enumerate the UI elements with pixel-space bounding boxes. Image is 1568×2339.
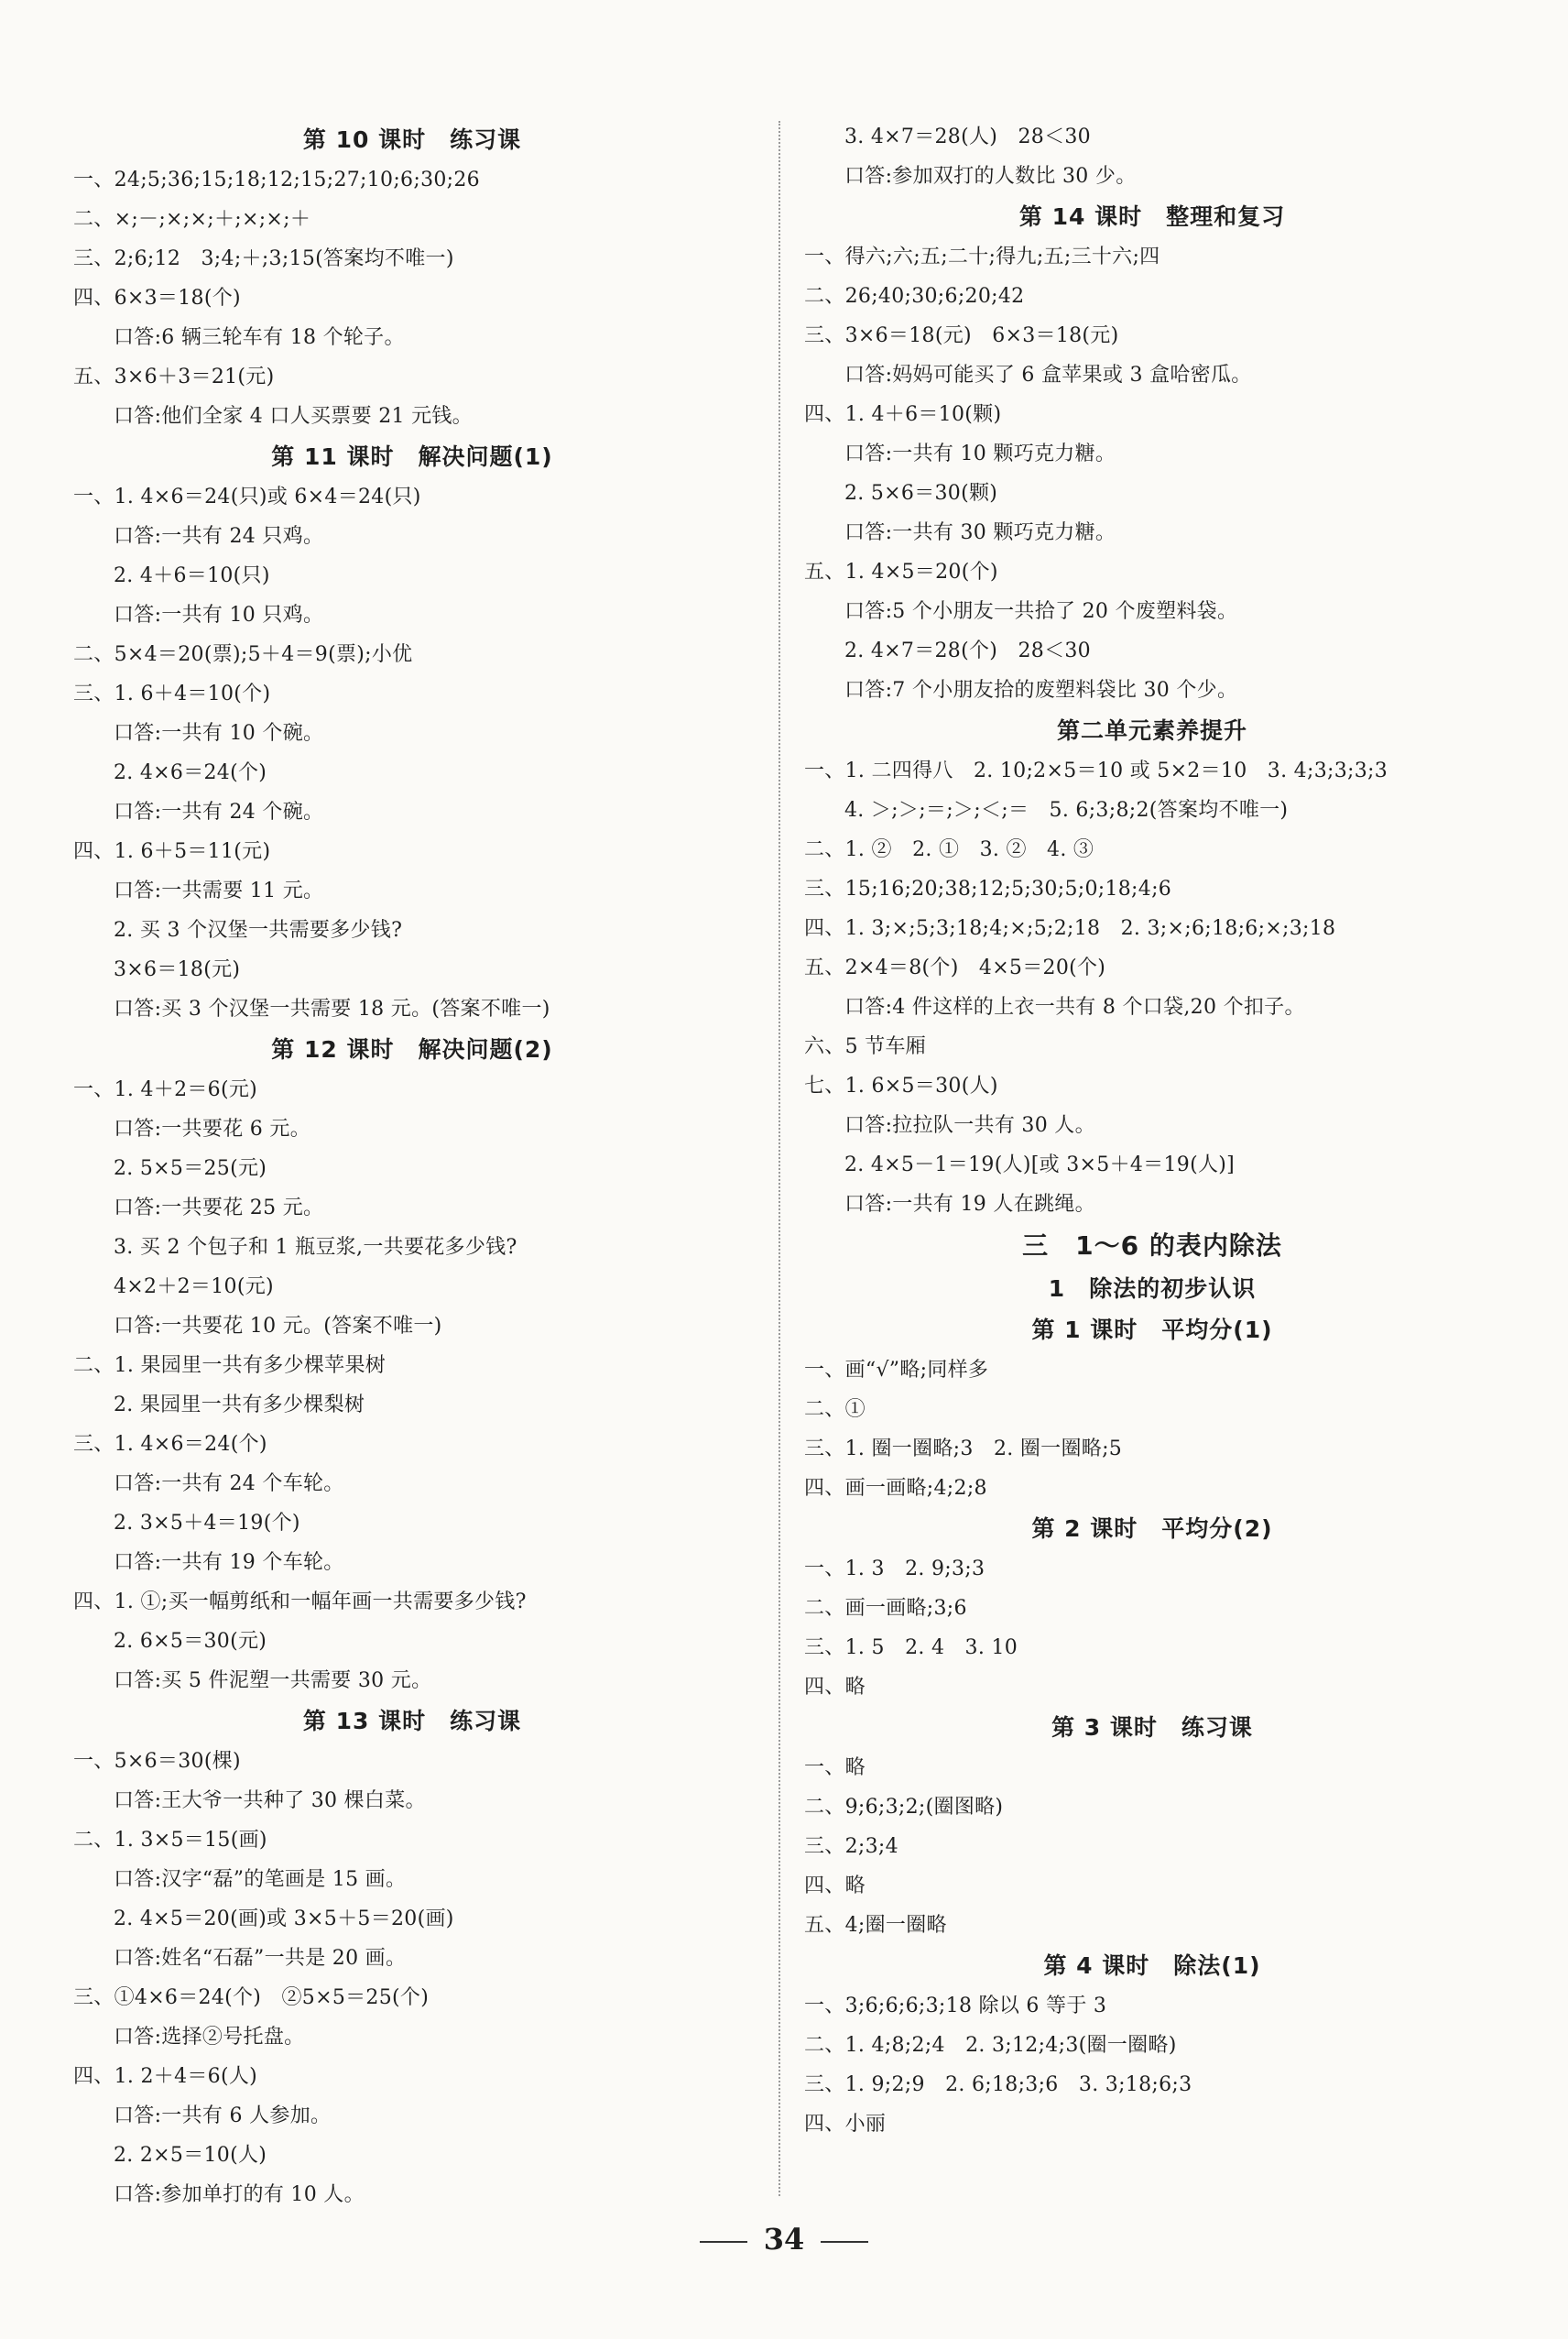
answer-subline: 口答:姓名“石磊”一共是 20 画。 xyxy=(114,1947,407,1970)
answer-subline: 口答:一共需要 11 元。 xyxy=(114,880,324,902)
page-number: 34 xyxy=(763,2222,805,2257)
answer-line: 一、1. 二四得八 2. 10;2×5＝10 或 5×2＝10 3. 4;3;3;3;3 xyxy=(804,760,1388,782)
answer-subline: 2. 5×5＝25(元) xyxy=(114,1157,267,1180)
answer-line: 二、×;－;×;×;＋;×;×;＋ xyxy=(73,208,311,231)
answer-subline: 4. ＞;＞;＝;＞;＜;＝ 5. 6;3;8;2(答案均不唯一) xyxy=(844,799,1289,822)
answer-subline: 口答:一共有 24 个车轮。 xyxy=(114,1472,344,1495)
footer-dash-right xyxy=(821,2241,868,2243)
answer-subline: 口答:买 5 件泥塑一共需要 30 元。 xyxy=(114,1669,432,1692)
answer-line: 一、24;5;36;15;18;12;15;27;10;6;30;26 xyxy=(73,169,480,191)
answer-line: 二、① xyxy=(804,1398,866,1421)
section-heading: 第 2 课时 平均分(2) xyxy=(1031,1515,1273,1542)
answer-subline: 3. 买 2 个包子和 1 瓶豆浆,一共要花多少钱? xyxy=(114,1236,517,1259)
answer-subline: 3. 4×7＝28(人) 28＜30 xyxy=(844,126,1091,148)
answer-line: 五、3×6＋3＝21(元) xyxy=(73,366,275,388)
answer-subline: 口答:一共有 24 只鸡。 xyxy=(114,525,324,548)
answer-line: 四、1. ①;买一幅剪纸和一幅年画一共需要多少钱? xyxy=(73,1590,527,1613)
answer-line: 二、9;6;3;2;(圈图略) xyxy=(804,1796,1004,1819)
answer-line: 四、略 xyxy=(804,1676,866,1699)
section-heading: 第 4 课时 除法(1) xyxy=(1043,1952,1261,1979)
answer-line: 二、26;40;30;6;20;42 xyxy=(804,285,1025,308)
section-heading: 第 10 课时 练习课 xyxy=(302,126,522,153)
section-heading: 第 11 课时 解决问题(1) xyxy=(271,443,553,470)
answer-subline: 口答:拉拉队一共有 30 人。 xyxy=(844,1114,1095,1137)
answer-line: 三、1. 圈一圈略;3 2. 圈一圈略;5 xyxy=(804,1437,1123,1460)
answer-line: 三、2;6;12 3;4;＋;3;15(答案均不唯一) xyxy=(73,247,454,270)
answer-subline: 2. 4×5－1＝19(人)[或 3×5＋4＝19(人)] xyxy=(844,1153,1236,1176)
answer-subline: 口答:参加双打的人数比 30 少。 xyxy=(844,165,1137,188)
answer-subline: 口答:一共有 10 只鸡。 xyxy=(114,604,324,627)
answer-line: 四、6×3＝18(个) xyxy=(73,287,241,310)
answer-line: 三、2;3;4 xyxy=(804,1835,898,1858)
answer-line: 四、1. 4＋6＝10(颗) xyxy=(804,403,1002,426)
answer-line: 四、1. 6＋5＝11(元) xyxy=(73,840,271,863)
answer-subline: 口答:选择②号托盘。 xyxy=(114,2026,305,2049)
answer-subline: 口答:参加单打的有 10 人。 xyxy=(114,2183,365,2206)
left-column xyxy=(73,119,751,2214)
answer-subline: 口答:7 个小朋友拾的废塑料袋比 30 个少。 xyxy=(844,679,1238,702)
answer-subline: 口答:4 件这样的上衣一共有 8 个口袋,20 个扣子。 xyxy=(844,996,1305,1019)
answer-line: 二、1. 4;8;2;4 2. 3;12;4;3(圈一圈略) xyxy=(804,2034,1177,2057)
answer-line: 二、画一画略;3;6 xyxy=(804,1597,967,1620)
answer-subline: 口答:一共有 6 人参加。 xyxy=(114,2104,332,2127)
answer-subline: 2. 2×5＝10(人) xyxy=(114,2144,267,2167)
answer-subline: 口答:5 个小朋友一共拾了 20 个废塑料袋。 xyxy=(844,600,1238,623)
answer-subline: 2. 3×5＋4＝19(个) xyxy=(114,1512,300,1535)
answer-line: 三、3×6＝18(元) 6×3＝18(元) xyxy=(804,324,1119,347)
answer-line: 四、画一画略;4;2;8 xyxy=(804,1477,987,1500)
section-heading: 第 13 课时 练习课 xyxy=(302,1708,522,1734)
answer-line: 一、1. 4×6＝24(只)或 6×4＝24(只) xyxy=(73,486,421,508)
right-column xyxy=(804,117,1500,2144)
answer-line: 三、1. 4×6＝24(个) xyxy=(73,1433,267,1456)
answer-subline: 口答:汉字“磊”的笔画是 15 画。 xyxy=(114,1868,407,1891)
answer-line: 二、1. 3×5＝15(画) xyxy=(73,1829,267,1852)
answer-line: 三、1. 9;2;9 2. 6;18;3;6 3. 3;18;6;3 xyxy=(804,2073,1192,2096)
answer-subline: 口答:妈妈可能买了 6 盒苹果或 3 盒哈密瓜。 xyxy=(844,364,1252,387)
answer-subline: 口答:一共有 30 颗巧克力糖。 xyxy=(844,521,1116,544)
answer-subline: 口答:一共有 19 个车轮。 xyxy=(114,1551,344,1574)
answer-subline: 口答:他们全家 4 口人买票要 21 元钱。 xyxy=(114,405,473,428)
answer-line: 一、3;6;6;6;3;18 除以 6 等于 3 xyxy=(804,1995,1107,2017)
answer-subline: 口答:买 3 个汉堡一共需要 18 元。(答案不唯一) xyxy=(114,998,550,1021)
section-heading: 第 12 课时 解决问题(2) xyxy=(271,1036,553,1063)
answer-line: 一、画“√”略;同样多 xyxy=(804,1359,989,1382)
column-divider xyxy=(779,121,780,2196)
answer-subline: 2. 6×5＝30(元) xyxy=(114,1630,267,1653)
answer-line: 四、1. 2＋4＝6(人) xyxy=(73,2065,258,2088)
answer-subline: 2. 5×6＝30(颗) xyxy=(844,482,998,505)
answer-subline: 口答:王大爷一共种了 30 棵白菜。 xyxy=(114,1789,426,1812)
answer-line: 三、15;16;20;38;12;5;30;5;0;18;4;6 xyxy=(804,878,1172,901)
answer-line: 一、1. 4＋2＝6(元) xyxy=(73,1078,258,1101)
section-heading: 第二单元素养提升 xyxy=(1056,717,1247,744)
section-heading: 第 3 课时 练习课 xyxy=(1051,1714,1253,1741)
answer-subline: 口答:一共要花 10 元。(答案不唯一) xyxy=(114,1315,442,1338)
answer-subline: 2. 4×7＝28(个) 28＜30 xyxy=(844,639,1091,662)
answer-subline: 2. 买 3 个汉堡一共需要多少钱? xyxy=(114,919,403,942)
answer-line: 一、得六;六;五;二十;得九;五;三十六;四 xyxy=(804,246,1160,268)
answer-subline: 4×2＋2＝10(元) xyxy=(114,1275,274,1298)
answer-line: 二、1. 果园里一共有多少棵苹果树 xyxy=(73,1354,387,1377)
answer-line: 二、1. ② 2. ① 3. ② 4. ③ xyxy=(804,838,1094,861)
answer-line: 三、①4×6＝24(个) ②5×5＝25(个) xyxy=(73,1986,430,2009)
answer-line: 五、1. 4×5＝20(个) xyxy=(804,561,998,584)
answer-subline: 口答:一共有 10 个碗。 xyxy=(114,722,324,745)
answer-line: 三、1. 6＋4＝10(个) xyxy=(73,683,271,705)
answer-line: 一、1. 3 2. 9;3;3 xyxy=(804,1558,985,1580)
answer-line: 二、5×4＝20(票);5＋4＝9(票);小优 xyxy=(73,643,413,666)
answer-subline: 口答:一共有 10 颗巧克力糖。 xyxy=(844,443,1116,465)
answer-line: 一、略 xyxy=(804,1756,866,1779)
answer-line: 三、1. 5 2. 4 3. 10 xyxy=(804,1636,1018,1659)
page-footer xyxy=(0,2222,1568,2257)
footer-dash-left xyxy=(700,2241,747,2243)
answer-line: 四、小丽 xyxy=(804,2113,887,2136)
answer-line: 四、略 xyxy=(804,1874,866,1897)
section-heading: 第 1 课时 平均分(1) xyxy=(1031,1317,1273,1343)
section-heading: 第 14 课时 整理和复习 xyxy=(1018,203,1286,230)
answer-line: 五、2×4＝8(个) 4×5＝20(个) xyxy=(804,956,1106,979)
answer-line: 五、4;圈一圈略 xyxy=(804,1914,947,1937)
section-heading: 1 除法的初步认识 xyxy=(1048,1275,1257,1302)
answer-subline: 口答:一共要花 25 元。 xyxy=(114,1197,324,1219)
answer-subline: 口答:一共有 19 人在跳绳。 xyxy=(844,1193,1095,1216)
answer-subline: 口答:6 辆三轮车有 18 个轮子。 xyxy=(114,326,405,349)
answer-subline: 2. 4＋6＝10(只) xyxy=(114,564,270,587)
answer-line: 四、1. 3;×;5;3;18;4;×;5;2;18 2. 3;×;6;18;6;×;3;18 xyxy=(804,917,1336,940)
answer-subline: 口答:一共有 24 个碗。 xyxy=(114,801,324,824)
answer-subline: 2. 4×5＝20(画)或 3×5＋5＝20(画) xyxy=(114,1907,454,1930)
answer-line: 一、5×6＝30(棵) xyxy=(73,1750,241,1773)
answer-subline: 口答:一共要花 6 元。 xyxy=(114,1118,310,1141)
answer-line: 七、1. 6×5＝30(人) xyxy=(804,1075,998,1098)
answer-line: 六、5 节车厢 xyxy=(804,1035,927,1058)
answer-subline: 2. 果园里一共有多少棵梨树 xyxy=(114,1394,365,1416)
section-heading: 三 1～6 的表内除法 xyxy=(1022,1230,1282,1261)
answer-subline: 3×6＝18(元) xyxy=(114,958,241,981)
answer-subline: 2. 4×6＝24(个) xyxy=(114,761,267,784)
